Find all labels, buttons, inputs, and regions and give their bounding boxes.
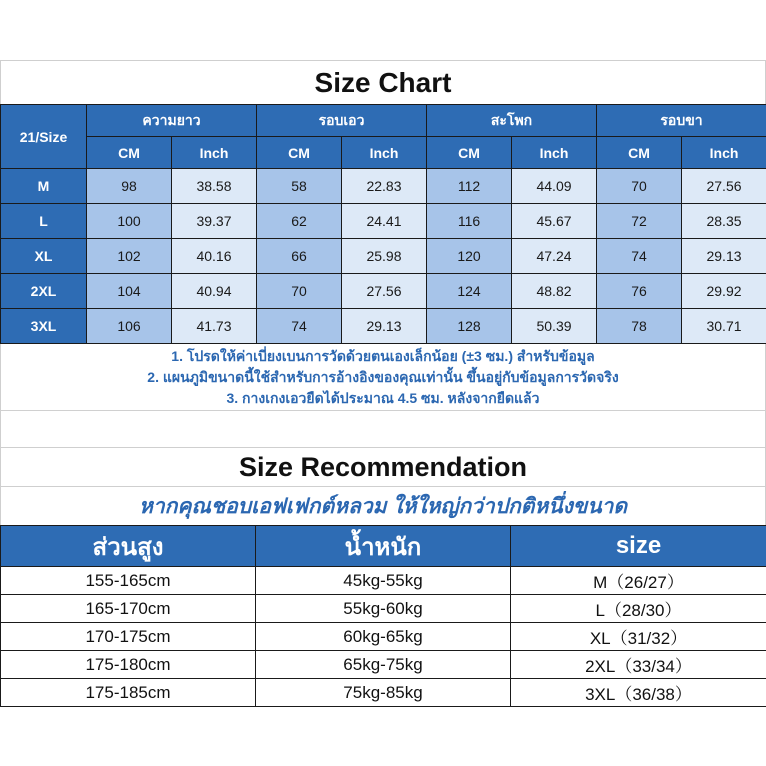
chart-unit-header-row <box>1 137 766 169</box>
section-divider <box>0 410 766 447</box>
unit-header: Inch <box>682 137 766 169</box>
table-cell: 40.94 <box>172 274 257 309</box>
table-cell: 66 <box>257 239 342 274</box>
table-cell: 120 <box>427 239 512 274</box>
size-label: M <box>1 169 87 204</box>
header-weight: น้ำหนัก <box>256 526 511 567</box>
table-cell: 24.41 <box>342 204 427 239</box>
table-cell: 48.82 <box>512 274 597 309</box>
measurement-notes <box>0 344 766 410</box>
table-cell: 62 <box>257 204 342 239</box>
table-cell: 55kg-60kg <box>256 595 511 623</box>
table-row <box>1 679 766 707</box>
table-cell: 106 <box>87 309 172 344</box>
table-cell: 41.73 <box>172 309 257 344</box>
table-cell: 2XL（33/34） <box>511 651 766 679</box>
table-cell: M（26/27） <box>511 567 766 595</box>
unit-header: CM <box>87 137 172 169</box>
group-header-leg: รอบขา <box>597 105 766 137</box>
table-cell: 45.67 <box>512 204 597 239</box>
table-row <box>1 204 766 239</box>
table-cell: XL（31/32） <box>511 623 766 651</box>
size-chart-title: Size Chart <box>0 60 766 104</box>
table-cell: 116 <box>427 204 512 239</box>
recommendation-header-row <box>1 526 766 567</box>
table-cell: 70 <box>597 169 682 204</box>
table-cell: 65kg-75kg <box>256 651 511 679</box>
table-cell: 38.58 <box>172 169 257 204</box>
table-cell: 98 <box>87 169 172 204</box>
table-cell: 47.24 <box>512 239 597 274</box>
table-cell: 104 <box>87 274 172 309</box>
table-cell: 100 <box>87 204 172 239</box>
table-cell: 78 <box>597 309 682 344</box>
size-chart-table <box>0 104 766 344</box>
corner-label: 21/Size <box>1 105 87 169</box>
size-label: 2XL <box>1 274 87 309</box>
table-row <box>1 595 766 623</box>
table-cell: 58 <box>257 169 342 204</box>
table-cell: L（28/30） <box>511 595 766 623</box>
unit-header: CM <box>597 137 682 169</box>
recommendation-title: Size Recommendation <box>0 447 766 486</box>
size-label: XL <box>1 239 87 274</box>
table-cell: 27.56 <box>682 169 766 204</box>
table-cell: 70 <box>257 274 342 309</box>
table-row <box>1 239 766 274</box>
unit-header: Inch <box>512 137 597 169</box>
table-cell: 75kg-85kg <box>256 679 511 707</box>
size-chart-sheet <box>0 60 766 707</box>
table-cell: 22.83 <box>342 169 427 204</box>
recommendation-table <box>0 525 766 707</box>
table-cell: 3XL（36/38） <box>511 679 766 707</box>
table-cell: 170-175cm <box>1 623 256 651</box>
table-cell: 40.16 <box>172 239 257 274</box>
table-cell: 74 <box>257 309 342 344</box>
table-cell: 175-180cm <box>1 651 256 679</box>
header-height: ส่วนสูง <box>1 526 256 567</box>
table-cell: 175-185cm <box>1 679 256 707</box>
table-cell: 50.39 <box>512 309 597 344</box>
table-row <box>1 623 766 651</box>
table-cell: 29.13 <box>682 239 766 274</box>
table-row <box>1 567 766 595</box>
recommendation-subtitle: หากคุณชอบเอฟเฟกต์หลวม ให้ใหญ่กว่าปกติหนึ่งขนาด <box>0 486 766 525</box>
table-cell: 72 <box>597 204 682 239</box>
unit-header: CM <box>257 137 342 169</box>
group-header-waist: รอบเอว <box>257 105 427 137</box>
table-row <box>1 169 766 204</box>
table-row <box>1 274 766 309</box>
unit-header: Inch <box>172 137 257 169</box>
group-header-length: ความยาว <box>87 105 257 137</box>
table-cell: 28.35 <box>682 204 766 239</box>
table-cell: 45kg-55kg <box>256 567 511 595</box>
table-cell: 102 <box>87 239 172 274</box>
header-size: size <box>511 526 766 567</box>
table-cell: 44.09 <box>512 169 597 204</box>
table-cell: 60kg-65kg <box>256 623 511 651</box>
unit-header: Inch <box>342 137 427 169</box>
table-cell: 25.98 <box>342 239 427 274</box>
table-cell: 74 <box>597 239 682 274</box>
table-cell: 124 <box>427 274 512 309</box>
table-cell: 39.37 <box>172 204 257 239</box>
table-cell: 29.13 <box>342 309 427 344</box>
group-header-hip: สะโพก <box>427 105 597 137</box>
size-label: L <box>1 204 87 239</box>
size-label: 3XL <box>1 309 87 344</box>
note-line: 3. กางเกงเอวยืดได้ประมาณ 4.5 ซม. หลังจากยืดแล้ว <box>226 389 540 406</box>
table-cell: 165-170cm <box>1 595 256 623</box>
table-cell: 29.92 <box>682 274 766 309</box>
table-cell: 30.71 <box>682 309 766 344</box>
table-row <box>1 651 766 679</box>
note-line: 2. แผนภูมิขนาดนี้ใช้สำหรับการอ้างอิงของคุณเท่านั้น ขึ้นอยู่กับข้อมูลการวัดจริง <box>147 368 619 385</box>
table-cell: 128 <box>427 309 512 344</box>
table-cell: 112 <box>427 169 512 204</box>
unit-header: CM <box>427 137 512 169</box>
table-row <box>1 309 766 344</box>
note-line: 1. โปรดให้ค่าเบี่ยงเบนการวัดด้วยตนเองเล็กน้อย (±3 ซม.) สำหรับข้อมูล <box>171 347 595 364</box>
chart-group-header-row <box>1 105 766 137</box>
table-cell: 155-165cm <box>1 567 256 595</box>
table-cell: 27.56 <box>342 274 427 309</box>
table-cell: 76 <box>597 274 682 309</box>
